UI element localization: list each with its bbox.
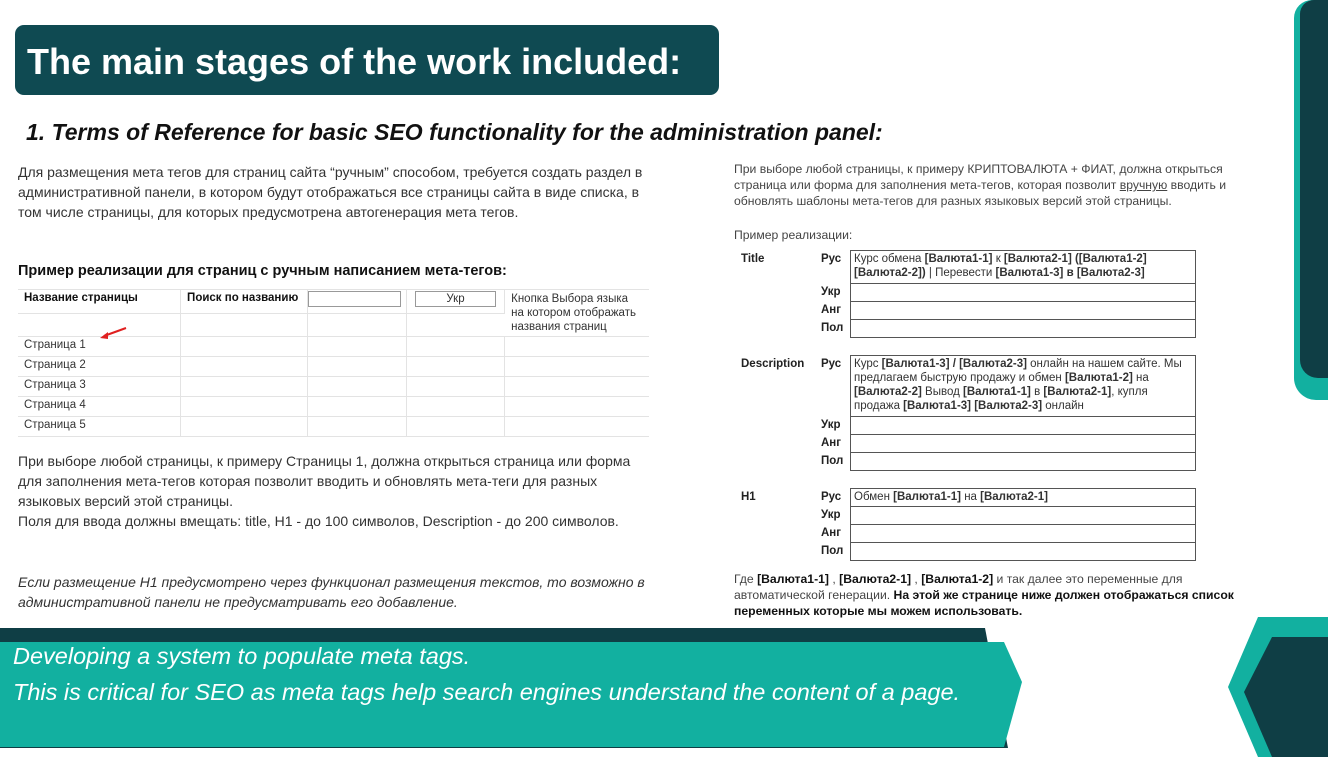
field-limits-text: Поля для ввода должны вмещать: title, H1 - до 100 символов, Description - до 200 символов. — [18, 513, 619, 529]
manual-underlined-word: вручную — [1119, 178, 1168, 192]
page-link[interactable]: Страница 3 — [18, 377, 181, 397]
search-input[interactable] — [308, 291, 401, 307]
language-button-note: Кнопка Выбора языка на котором отображать названия страниц — [505, 290, 649, 337]
section-heading: 1. Terms of Reference for basic SEO functionality for the administration panel: — [26, 119, 883, 145]
title-meta-table: Title Рус Курс обмена [Валюта1-1] к [Валюта2-1] ([Валюта1-2] [Валюта2-2]) | Перевести [Валюта1-3] в [Валюта2-3] Укр Анг Пол — [738, 250, 1196, 338]
title-field-label: Title — [741, 252, 765, 265]
h1-field-label: H1 — [741, 490, 756, 503]
pages-table-header-row — [18, 290, 649, 314]
title-ua-field[interactable] — [851, 284, 1196, 302]
search-label: Поиск по названию — [181, 290, 308, 314]
footer-line-2: This is critical for SEO as meta tags help search engines understand the content of a page. — [13, 678, 961, 705]
left-example-heading: Пример реализации для страниц с ручным написанием мета-тегов: — [18, 263, 507, 279]
description-en-field[interactable] — [851, 435, 1196, 453]
left-note: Если размещение H1 предусмотрено через функционал размещения текстов, то возможно в административной панели не предусматривать его добавление. — [18, 574, 645, 610]
page-name-column-header: Название страницы — [18, 290, 181, 314]
h1-pl-field[interactable] — [851, 543, 1196, 561]
slide-title: The main stages of the work included: — [15, 25, 719, 95]
left-description-paragraph — [18, 451, 658, 531]
page-link[interactable]: Страница 1 — [18, 337, 181, 357]
page-link[interactable]: Страница 2 — [18, 357, 181, 377]
h1-meta-table: H1 Рус Обмен [Валюта1-1] на [Валюта2-1] Укр Анг Пол — [738, 488, 1196, 561]
right-intro-paragraph: При выборе любой страницы, к примеру КРИПТОВАЛЮТА + ФИАТ, должна открыться страница или форма для заполнения мета-тегов, которая позволит вручную вводить и обновлять шаблоны мета-тегов для разных языковых версий этой страницы. — [734, 162, 1227, 208]
title-pl-field[interactable] — [851, 320, 1196, 338]
page-link[interactable]: Страница 4 — [18, 397, 181, 417]
variables-note: Где [Валюта1-1] , [Валюта2-1] , [Валюта1-2] и так далее это переменные для автоматической генерации. На этой же странице ниже должен отображаться список переменных которые мы можем использовать. — [734, 572, 1234, 618]
language-select[interactable]: Укр — [415, 291, 496, 307]
description-field-label: Description — [741, 357, 805, 370]
table-row[interactable] — [18, 377, 649, 397]
footer-line-1: Developing a system to populate meta tags. — [13, 643, 471, 669]
page-link[interactable]: Страница 5 — [18, 417, 181, 437]
description-meta-table: Description Рус Курс [Валюта1-3] / [Валюта2-3] онлайн на нашем сайте. Мы предлагаем быструю продажу и обмен [Валюта1-2] на [Валюта2-2] Вывод [Валюта1-1] в [Валюта2-1], купля продажа [Валюта1-3] [Валюта2-3] онлайн Укр Анг Пол — [738, 355, 1196, 471]
description-ua-field[interactable] — [851, 417, 1196, 435]
description-pl-field[interactable] — [851, 453, 1196, 471]
table-row[interactable] — [18, 417, 649, 437]
left-intro-paragraph: Для размещения мета тегов для страниц сайта “ручным” способом, требуется создать раздел в административной панели, в котором будут отображаться все страницы сайта в виде списка, в том числе страницы, для которых предусмотрена автогенерация мета тегов. — [18, 164, 643, 220]
title-en-field[interactable] — [851, 302, 1196, 320]
table-row[interactable] — [18, 357, 649, 377]
red-arrow-icon — [98, 326, 130, 342]
h1-ua-field[interactable] — [851, 507, 1196, 525]
select-page-text: При выборе любой страницы, к примеру Страницы 1, должна открыться страница или форма для заполнения мета-тегов которая позволит вводить и обновлять мета-теги для разных языковых версий этой страницы. — [18, 453, 631, 509]
h1-ru-field[interactable]: Обмен [Валюта1-1] на [Валюта2-1] — [851, 489, 1196, 507]
h1-en-field[interactable] — [851, 525, 1196, 543]
table-row[interactable] — [18, 397, 649, 417]
description-ru-field[interactable]: Курс [Валюта1-3] / [Валюта2-3] онлайн на нашем сайте. Мы предлагаем быструю продажу и обмен [Валюта1-2] на [Валюта2-2] Вывод [Валюта1-1] в [Валюта2-1], купля продажа [Валюта1-3] [Валюта2-3] онлайн — [851, 356, 1196, 417]
decorative-right-accent — [1294, 0, 1328, 400]
right-example-label: Пример реализации: — [734, 228, 853, 242]
pages-table — [18, 289, 649, 437]
title-ru-field[interactable]: Курс обмена [Валюта1-1] к [Валюта2-1] ([Валюта1-2] [Валюта2-2]) | Перевести [Валюта1-3] в [Валюта2-3] — [851, 251, 1196, 284]
footer-banner-text — [13, 639, 1003, 710]
